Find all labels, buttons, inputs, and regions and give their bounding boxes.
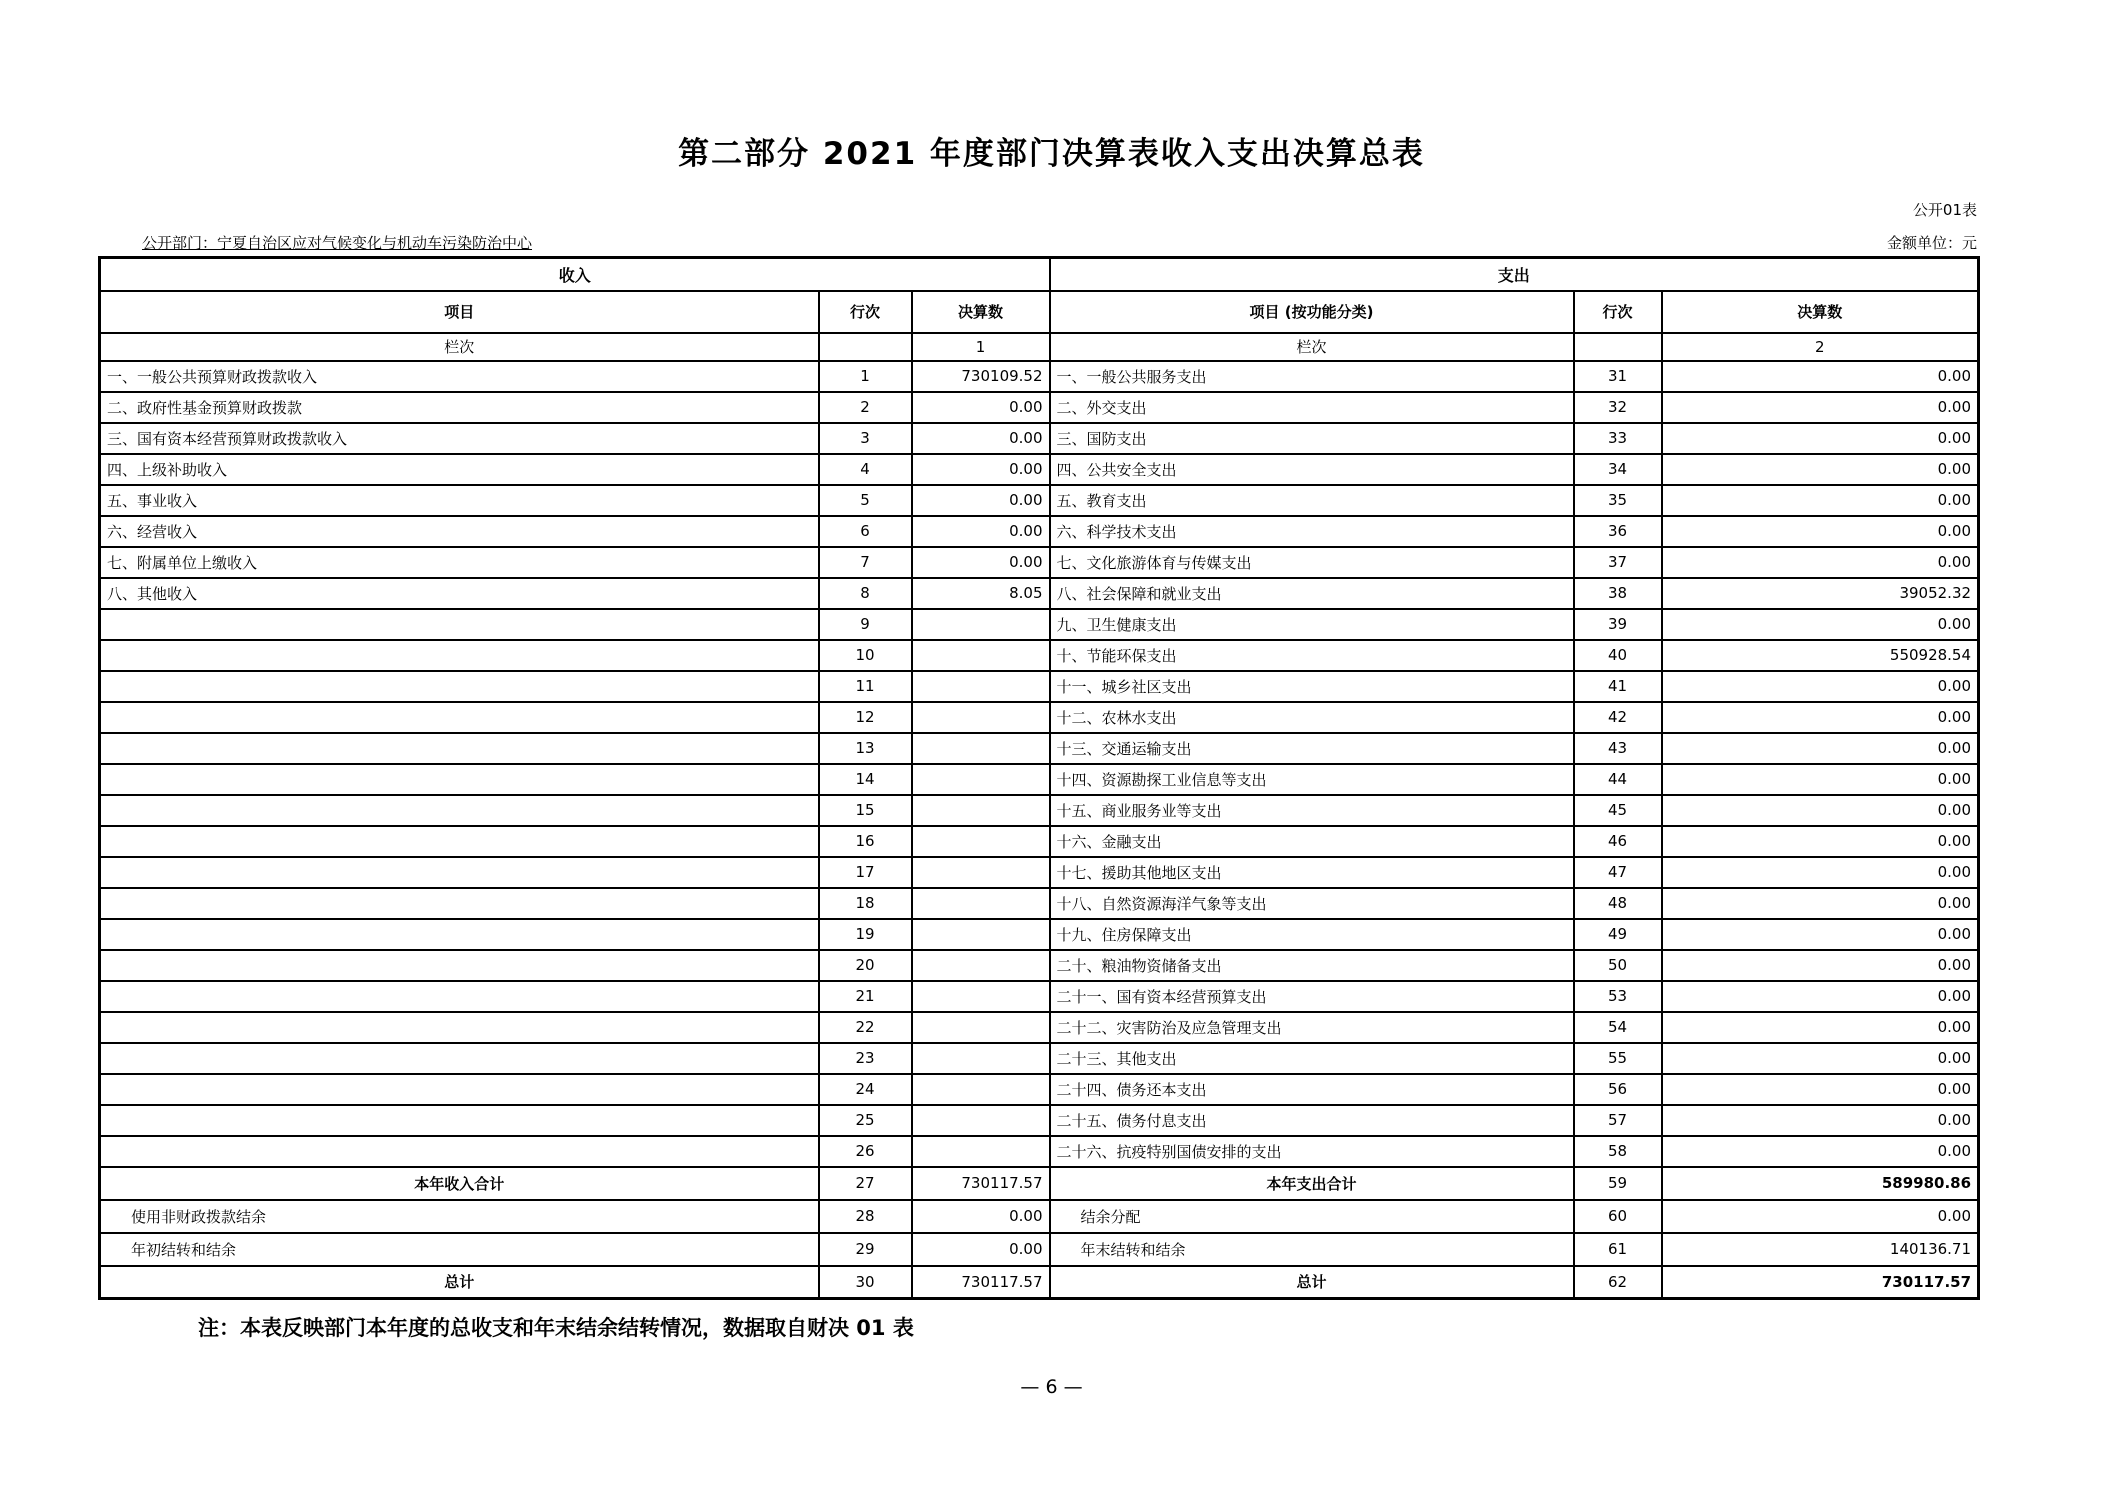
expense-amount-cell: 0.00	[1662, 1012, 1979, 1043]
expense-item-cell: 总计	[1050, 1266, 1574, 1299]
income-rowno-cell: 24	[819, 1074, 912, 1105]
expense-amount-cell: 0.00	[1662, 826, 1979, 857]
income-rowno-cell: 21	[819, 981, 912, 1012]
expense-amount-cell: 0.00	[1662, 795, 1979, 826]
table-row	[100, 1200, 1979, 1233]
table-row	[100, 671, 1979, 702]
income-rowno-cell: 20	[819, 950, 912, 981]
income-item-cell	[100, 1105, 819, 1136]
income-amount-cell	[912, 826, 1050, 857]
expense-item-cell: 十八、自然资源海洋气象等支出	[1050, 888, 1574, 919]
expense-item-cell: 十六、金融支出	[1050, 826, 1574, 857]
expense-item-cell: 十三、交通运输支出	[1050, 733, 1574, 764]
income-rowno-cell: 3	[819, 423, 912, 454]
expense-amount-cell: 0.00	[1662, 1043, 1979, 1074]
expense-item-cell: 五、教育支出	[1050, 485, 1574, 516]
expense-amount-cell: 0.00	[1662, 454, 1979, 485]
expense-amount-cell: 0.00	[1662, 702, 1979, 733]
income-amount-cell	[912, 857, 1050, 888]
income-amount-cell	[912, 888, 1050, 919]
income-item-cell: 一、一般公共预算财政拨款收入	[100, 361, 819, 392]
expense-item-cell: 十七、援助其他地区支出	[1050, 857, 1574, 888]
income-amount-cell	[912, 1105, 1050, 1136]
expense-amount-cell: 0.00	[1662, 1074, 1979, 1105]
budget-table	[98, 256, 1980, 1300]
expense-rowno-header: 行次	[1574, 291, 1662, 333]
income-item-cell: 三、国有资本经营预算财政拨款收入	[100, 423, 819, 454]
expense-lane-label: 栏次	[1050, 333, 1574, 361]
expense-rowno-cell: 41	[1574, 671, 1662, 702]
income-item-cell: 本年收入合计	[100, 1167, 819, 1200]
expense-rowno-cell: 44	[1574, 764, 1662, 795]
expense-amount-cell: 0.00	[1662, 516, 1979, 547]
expense-amount-cell: 0.00	[1662, 764, 1979, 795]
income-amount-cell	[912, 733, 1050, 764]
expense-rowno-cell: 49	[1574, 919, 1662, 950]
income-amount-cell: 730117.57	[912, 1167, 1050, 1200]
expense-item-cell: 二十、粮油物资储备支出	[1050, 950, 1574, 981]
table-row	[100, 1136, 1979, 1167]
income-item-cell	[100, 826, 819, 857]
income-item-cell	[100, 888, 819, 919]
expense-rowno-cell: 38	[1574, 578, 1662, 609]
expense-lane-number: 2	[1662, 333, 1979, 361]
income-amount-cell	[912, 671, 1050, 702]
expense-item-cell: 十四、资源勘探工业信息等支出	[1050, 764, 1574, 795]
income-rowno-cell: 30	[819, 1266, 912, 1299]
income-item-cell	[100, 733, 819, 764]
expense-item-cell: 九、卫生健康支出	[1050, 609, 1574, 640]
income-amount-cell	[912, 1136, 1050, 1167]
table-row	[100, 764, 1979, 795]
table-head	[100, 258, 1979, 361]
income-amount-cell	[912, 919, 1050, 950]
table-body	[100, 361, 1979, 1167]
expense-item-cell: 八、社会保障和就业支出	[1050, 578, 1574, 609]
expense-amount-cell: 0.00	[1662, 1105, 1979, 1136]
income-item-cell	[100, 1074, 819, 1105]
income-amount-cell	[912, 981, 1050, 1012]
expense-amount-cell: 0.00	[1662, 423, 1979, 454]
expense-rowno-cell: 36	[1574, 516, 1662, 547]
expense-rowno-cell: 35	[1574, 485, 1662, 516]
expense-amount-cell: 0.00	[1662, 888, 1979, 919]
table-row	[100, 516, 1979, 547]
income-amount-cell	[912, 609, 1050, 640]
table-area	[98, 199, 1977, 1342]
expense-rowno-cell: 61	[1574, 1233, 1662, 1266]
expense-amount-cell: 140136.71	[1662, 1233, 1979, 1266]
expense-amount-cell: 0.00	[1662, 361, 1979, 392]
income-amount-cell: 0.00	[912, 547, 1050, 578]
table-row	[100, 485, 1979, 516]
expense-rowno-cell: 50	[1574, 950, 1662, 981]
table-footer	[100, 1167, 1979, 1299]
expense-rowno-cell: 42	[1574, 702, 1662, 733]
income-rowno-cell: 11	[819, 671, 912, 702]
expense-rowno-cell: 56	[1574, 1074, 1662, 1105]
expense-rowno-cell: 46	[1574, 826, 1662, 857]
expense-item-cell: 二、外交支出	[1050, 392, 1574, 423]
expense-amount-cell: 589980.86	[1662, 1167, 1979, 1200]
income-amount-cell	[912, 702, 1050, 733]
income-amount-cell: 0.00	[912, 516, 1050, 547]
expense-item-cell: 十一、城乡社区支出	[1050, 671, 1574, 702]
table-meta-row	[98, 232, 1977, 253]
expense-rowno-cell: 43	[1574, 733, 1662, 764]
income-item-cell	[100, 609, 819, 640]
expense-item-header: 项目 (按功能分类)	[1050, 291, 1574, 333]
income-amount-cell: 0.00	[912, 1200, 1050, 1233]
income-amount-cell: 8.05	[912, 578, 1050, 609]
expense-amount-cell: 0.00	[1662, 392, 1979, 423]
expense-rowno-cell: 53	[1574, 981, 1662, 1012]
income-amount-cell	[912, 1012, 1050, 1043]
expense-amount-cell: 0.00	[1662, 950, 1979, 981]
income-amount-cell	[912, 1074, 1050, 1105]
expense-item-cell: 十五、商业服务业等支出	[1050, 795, 1574, 826]
expense-item-cell: 二十四、债务还本支出	[1050, 1074, 1574, 1105]
expense-item-cell: 二十五、债务付息支出	[1050, 1105, 1574, 1136]
expense-amount-cell: 730117.57	[1662, 1266, 1979, 1299]
expense-amount-cell: 0.00	[1662, 733, 1979, 764]
income-rowno-cell: 15	[819, 795, 912, 826]
expense-item-cell: 本年支出合计	[1050, 1167, 1574, 1200]
income-rowno-cell: 29	[819, 1233, 912, 1266]
income-amount-cell: 730109.52	[912, 361, 1050, 392]
expense-item-cell: 一、一般公共服务支出	[1050, 361, 1574, 392]
table-row	[100, 795, 1979, 826]
expense-rowno-cell: 40	[1574, 640, 1662, 671]
table-row	[100, 1074, 1979, 1105]
income-amount-cell	[912, 764, 1050, 795]
section-header-row	[100, 258, 1979, 291]
income-rowno-cell: 18	[819, 888, 912, 919]
income-item-cell	[100, 1043, 819, 1074]
table-row	[100, 1167, 1979, 1200]
page-title: 第二部分 2021 年度部门决算表收入支出决算总表	[678, 136, 1425, 172]
expense-rowno-cell: 39	[1574, 609, 1662, 640]
income-rowno-cell: 13	[819, 733, 912, 764]
income-item-cell	[100, 919, 819, 950]
table-row	[100, 888, 1979, 919]
income-amount-cell: 0.00	[912, 1233, 1050, 1266]
expense-rowno-cell: 59	[1574, 1167, 1662, 1200]
income-rowno-cell: 17	[819, 857, 912, 888]
table-code-label: 公开01表	[1912, 201, 1977, 219]
expense-amount-cell: 0.00	[1662, 981, 1979, 1012]
expense-item-cell: 二十二、灾害防治及应急管理支出	[1050, 1012, 1574, 1043]
income-rowno-cell: 26	[819, 1136, 912, 1167]
expense-item-cell: 七、文化旅游体育与传媒支出	[1050, 547, 1574, 578]
income-rowno-cell: 25	[819, 1105, 912, 1136]
expense-rowno-cell: 37	[1574, 547, 1662, 578]
table-row	[100, 950, 1979, 981]
table-row	[100, 423, 1979, 454]
expense-rowno-cell: 60	[1574, 1200, 1662, 1233]
income-item-cell: 五、事业收入	[100, 485, 819, 516]
expense-rowno-cell: 48	[1574, 888, 1662, 919]
income-item-cell	[100, 640, 819, 671]
expense-amount-cell: 550928.54	[1662, 640, 1979, 671]
income-rowno-header: 行次	[819, 291, 912, 333]
income-item-cell	[100, 981, 819, 1012]
income-rowno-cell: 12	[819, 702, 912, 733]
expense-item-cell: 四、公共安全支出	[1050, 454, 1574, 485]
income-item-cell	[100, 1012, 819, 1043]
income-rowno-cell: 22	[819, 1012, 912, 1043]
income-item-cell	[100, 702, 819, 733]
table-row	[100, 1105, 1979, 1136]
expense-amount-cell: 0.00	[1662, 919, 1979, 950]
expense-amount-cell: 0.00	[1662, 1200, 1979, 1233]
income-rowno-cell: 16	[819, 826, 912, 857]
table-row	[100, 702, 1979, 733]
table-row	[100, 826, 1979, 857]
income-item-cell	[100, 671, 819, 702]
expense-amount-cell: 0.00	[1662, 485, 1979, 516]
income-rowno-cell: 6	[819, 516, 912, 547]
expense-lane-blank	[1574, 333, 1662, 361]
income-item-cell	[100, 764, 819, 795]
expense-amount-header: 决算数	[1662, 291, 1979, 333]
expense-rowno-cell: 33	[1574, 423, 1662, 454]
income-amount-cell	[912, 640, 1050, 671]
expense-item-cell: 二十六、抗疫特别国债安排的支出	[1050, 1136, 1574, 1167]
expense-item-cell: 二十一、国有资本经营预算支出	[1050, 981, 1574, 1012]
income-item-header: 项目	[100, 291, 819, 333]
table-row	[100, 1266, 1979, 1299]
income-item-cell: 四、上级补助收入	[100, 454, 819, 485]
table-row	[100, 733, 1979, 764]
income-rowno-cell: 28	[819, 1200, 912, 1233]
income-rowno-cell: 27	[819, 1167, 912, 1200]
income-rowno-cell: 10	[819, 640, 912, 671]
expense-rowno-cell: 57	[1574, 1105, 1662, 1136]
income-rowno-cell: 4	[819, 454, 912, 485]
expense-amount-cell: 0.00	[1662, 671, 1979, 702]
expense-rowno-cell: 55	[1574, 1043, 1662, 1074]
income-lane-label: 栏次	[100, 333, 819, 361]
expense-item-cell: 年末结转和结余	[1050, 1233, 1574, 1266]
table-row	[100, 1233, 1979, 1266]
table-row	[100, 392, 1979, 423]
income-item-cell: 七、附属单位上缴收入	[100, 547, 819, 578]
table-row	[100, 361, 1979, 392]
income-amount-cell: 0.00	[912, 392, 1050, 423]
income-item-cell: 二、政府性基金预算财政拨款	[100, 392, 819, 423]
expense-amount-cell: 39052.32	[1662, 578, 1979, 609]
income-amount-cell: 0.00	[912, 454, 1050, 485]
income-item-cell: 八、其他收入	[100, 578, 819, 609]
income-rowno-cell: 23	[819, 1043, 912, 1074]
income-rowno-cell: 9	[819, 609, 912, 640]
income-amount-cell: 730117.57	[912, 1266, 1050, 1299]
income-rowno-cell: 8	[819, 578, 912, 609]
expense-rowno-cell: 45	[1574, 795, 1662, 826]
expense-rowno-cell: 58	[1574, 1136, 1662, 1167]
expense-rowno-cell: 32	[1574, 392, 1662, 423]
expense-rowno-cell: 31	[1574, 361, 1662, 392]
expense-item-cell: 十九、住房保障支出	[1050, 919, 1574, 950]
footnote: 注：本表反映部门本年度的总收支和年末结余结转情况，数据取自财决 01 表	[198, 1316, 914, 1340]
unit-label: 金额单位：元	[1886, 234, 1977, 252]
income-rowno-cell: 19	[819, 919, 912, 950]
expense-rowno-cell: 54	[1574, 1012, 1662, 1043]
income-section-header: 收入	[100, 258, 1050, 291]
income-rowno-cell: 7	[819, 547, 912, 578]
expense-section-header: 支出	[1050, 258, 1979, 291]
expense-amount-cell: 0.00	[1662, 547, 1979, 578]
income-rowno-cell: 5	[819, 485, 912, 516]
income-amount-cell	[912, 1043, 1050, 1074]
income-lane-number: 1	[912, 333, 1050, 361]
department-label: 公开部门：宁夏自治区应对气候变化与机动车污染防治中心	[142, 234, 533, 252]
income-item-cell: 六、经营收入	[100, 516, 819, 547]
table-row	[100, 1012, 1979, 1043]
page-number: — 6 —	[1020, 1376, 1083, 1398]
table-row	[100, 609, 1979, 640]
expense-item-cell: 十、节能环保支出	[1050, 640, 1574, 671]
expense-item-cell: 二十三、其他支出	[1050, 1043, 1574, 1074]
income-item-cell	[100, 1136, 819, 1167]
income-lane-blank	[819, 333, 912, 361]
income-amount-cell: 0.00	[912, 485, 1050, 516]
income-item-cell: 年初结转和结余	[100, 1233, 819, 1266]
table-row	[100, 454, 1979, 485]
income-item-cell	[100, 950, 819, 981]
income-item-cell: 总计	[100, 1266, 819, 1299]
income-item-cell	[100, 795, 819, 826]
table-row	[100, 1043, 1979, 1074]
income-rowno-cell: 2	[819, 392, 912, 423]
table-row	[100, 578, 1979, 609]
lane-number-row	[100, 333, 1979, 361]
expense-rowno-cell: 62	[1574, 1266, 1662, 1299]
income-amount-header: 决算数	[912, 291, 1050, 333]
expense-item-cell: 三、国防支出	[1050, 423, 1574, 454]
income-rowno-cell: 1	[819, 361, 912, 392]
table-row	[100, 640, 1979, 671]
income-item-cell	[100, 857, 819, 888]
expense-rowno-cell: 47	[1574, 857, 1662, 888]
expense-rowno-cell: 34	[1574, 454, 1662, 485]
expense-amount-cell: 0.00	[1662, 1136, 1979, 1167]
expense-amount-cell: 0.00	[1662, 609, 1979, 640]
table-row	[100, 857, 1979, 888]
expense-item-cell: 十二、农林水支出	[1050, 702, 1574, 733]
column-header-row	[100, 291, 1979, 333]
expense-item-cell: 六、科学技术支出	[1050, 516, 1574, 547]
income-amount-cell	[912, 950, 1050, 981]
expense-item-cell: 结余分配	[1050, 1200, 1574, 1233]
table-row	[100, 919, 1979, 950]
income-rowno-cell: 14	[819, 764, 912, 795]
expense-amount-cell: 0.00	[1662, 857, 1979, 888]
income-item-cell: 使用非财政拨款结余	[100, 1200, 819, 1233]
income-amount-cell	[912, 795, 1050, 826]
income-amount-cell: 0.00	[912, 423, 1050, 454]
table-row	[100, 547, 1979, 578]
table-row	[100, 981, 1979, 1012]
